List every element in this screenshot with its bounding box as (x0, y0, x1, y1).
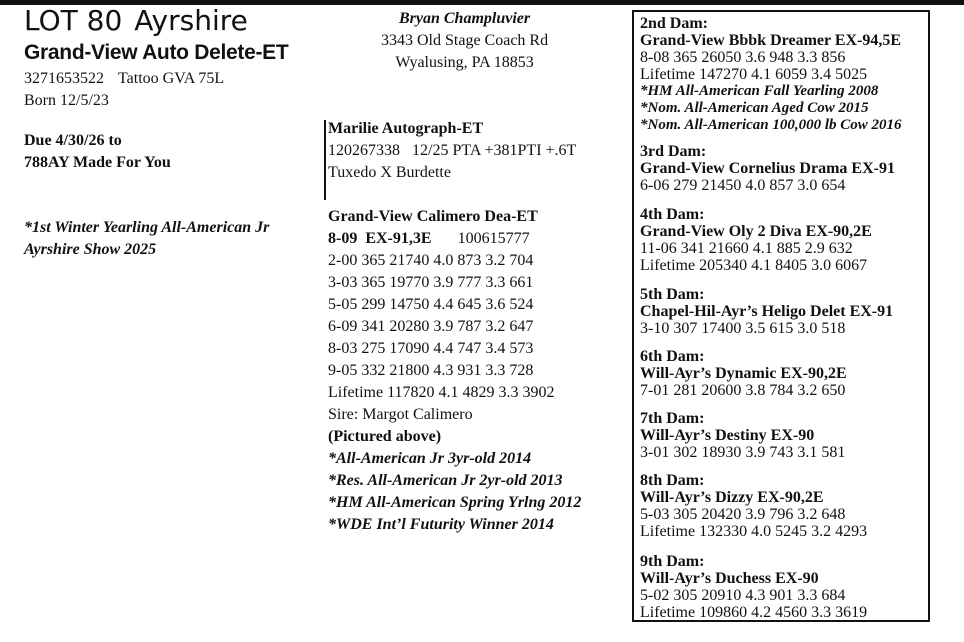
dam-lifetime: Lifetime 117820 4.1 4829 3.3 3902 (328, 384, 555, 401)
consignor-name: Bryan Champluvier (398, 10, 531, 27)
due-block (24, 130, 171, 174)
pedigree-label: 4th Dam: (640, 206, 705, 223)
pedigree-name: Chapel-Hil-Ayr’s Heligo Delet EX-91 (640, 303, 894, 320)
pedigree-name: Will-Ayr’s Duchess EX-90 (640, 570, 819, 587)
pedigree-record: 5-03 305 20420 3.9 796 3.2 648 (640, 506, 846, 523)
pedigree-name: Will-Ayr’s Dynamic EX-90,2E (640, 365, 847, 382)
due-date: Due 4/30/26 to (24, 132, 122, 149)
pedigree-record: 3-10 307 17400 3.5 615 3.0 518 (640, 320, 846, 337)
dam-award: *Res. All-American Jr 2yr-old 2013 (328, 472, 563, 489)
pedigree-name: Will-Ayr’s Dizzy EX-90,2E (640, 489, 824, 506)
animal-awards (24, 217, 269, 261)
pedigree-note: *HM All-American Fall Yearling 2008 (640, 83, 879, 99)
sire-info: 120267338 12/25 PTA +381PTI +.6T (328, 142, 577, 159)
dam-record: 6-09 341 20280 3.9 787 3.2 647 (328, 318, 534, 335)
pedigree-entry-3rd-dam (640, 143, 895, 194)
pedigree-record: 8-08 365 26050 3.6 948 3.3 856 (640, 49, 846, 66)
pedigree-name: Grand-View Cornelius Drama EX-91 (640, 160, 895, 177)
dam-award: *WDE Int’l Futurity Winner 2014 (328, 516, 554, 533)
pedigree-lifetime: Lifetime 147270 4.1 6059 3.4 5025 (640, 66, 868, 83)
pedigree-entry-8th-dam (640, 472, 867, 540)
sire-name: Marilie Autograph-ET (328, 120, 484, 137)
dam-block (328, 206, 581, 536)
dam-classification (328, 228, 581, 250)
dam-name: Grand-View Calimero Dea-ET (328, 208, 538, 225)
lot-number: LOT 80 (24, 4, 123, 37)
consignor-street: 3343 Old Stage Coach Rd (381, 32, 549, 49)
dam-award: *All-American Jr 3yr-old 2014 (328, 450, 532, 467)
pedigree-label: 9th Dam: (640, 553, 705, 570)
pedigree-label: 6th Dam: (640, 348, 705, 365)
dam-record: 5-05 299 14750 4.4 645 3.6 524 (328, 296, 534, 313)
pedigree-label: 2nd Dam: (640, 15, 709, 32)
pedigree-name: Grand-View Bbbk Dreamer EX-94,5E (640, 32, 902, 49)
pedigree-lifetime: Lifetime 205340 4.1 8405 3.0 6067 (640, 257, 868, 274)
pedigree-box (632, 10, 930, 622)
pedigree-name: Grand-View Oly 2 Diva EX-90,2E (640, 223, 872, 240)
sire-bracket (324, 120, 326, 200)
animal-award-line: Ayrshire Show 2025 (24, 241, 157, 258)
pedigree-record: 3-01 302 18930 3.9 743 3.1 581 (640, 444, 846, 461)
animal-name: Grand-View Auto Delete-ET (24, 41, 289, 64)
pedigree-name: Will-Ayr’s Destiny EX-90 (640, 427, 815, 444)
pedigree-lifetime: Lifetime 132330 4.0 5245 3.2 4293 (640, 523, 868, 540)
sire-pedigree: Tuxedo X Burdette (328, 164, 451, 181)
pedigree-note: *Nom. All-American 100,000 lb Cow 2016 (640, 117, 902, 133)
pedigree-record: 5-02 305 20910 4.3 901 3.3 684 (640, 587, 846, 604)
dam-record: 8-03 275 17090 4.4 747 3.4 573 (328, 340, 534, 357)
dam-record: 2-00 365 21740 4.0 873 3.2 704 (328, 252, 534, 269)
pedigree-label: 8th Dam: (640, 472, 705, 489)
birth-date: Born 12/5/23 (24, 92, 109, 109)
pedigree-entry-7th-dam (640, 410, 845, 461)
pedigree-label: 3rd Dam: (640, 143, 707, 160)
pedigree-entry-6th-dam (640, 348, 847, 399)
pedigree-label: 7th Dam: (640, 410, 705, 427)
dam-record: 9-05 332 21800 4.3 931 3.3 728 (328, 362, 534, 379)
registration-line (24, 68, 224, 90)
lot-title (24, 4, 248, 38)
pedigree-record: 6-06 279 21450 4.0 857 3.0 654 (640, 177, 846, 194)
dam-sire: Sire: Margot Calimero (328, 406, 473, 423)
dam-record: 3-03 365 19770 3.9 777 3.3 661 (328, 274, 534, 291)
registration-number: 3271653522 (24, 70, 104, 87)
pedigree-label: 5th Dam: (640, 286, 705, 303)
consignor-city: Wyalusing, PA 18853 (395, 54, 534, 71)
pedigree-entry-5th-dam (640, 286, 893, 337)
pedigree-record: 7-01 281 20600 3.8 784 3.2 650 (640, 382, 846, 399)
pedigree-record: 11-06 341 21660 4.1 885 2.9 632 (640, 240, 853, 257)
dam-age-score: 8-09 EX-91,3E (328, 230, 432, 247)
animal-award-line: *1st Winter Yearling All-American Jr (24, 219, 270, 236)
dam-pictured-note: (Pictured above) (328, 428, 442, 445)
pedigree-note: *Nom. All-American Aged Cow 2015 (640, 100, 869, 116)
pedigree-entry-4th-dam (640, 206, 872, 274)
dam-award: *HM All-American Spring Yrlng 2012 (328, 494, 582, 511)
consignor-block (381, 8, 548, 74)
tattoo: Tattoo GVA 75L (118, 70, 225, 87)
dam-registration: 100615777 (457, 230, 530, 247)
lot-breed: Ayrshire (134, 4, 248, 37)
sire-block (328, 118, 576, 184)
pedigree-entry-2nd-dam (640, 15, 902, 134)
pedigree-lifetime: Lifetime 109860 4.2 4560 3.3 3619 (640, 604, 868, 621)
pedigree-entry-9th-dam (640, 553, 867, 621)
due-to-sire: 788AY Made For You (24, 154, 171, 171)
